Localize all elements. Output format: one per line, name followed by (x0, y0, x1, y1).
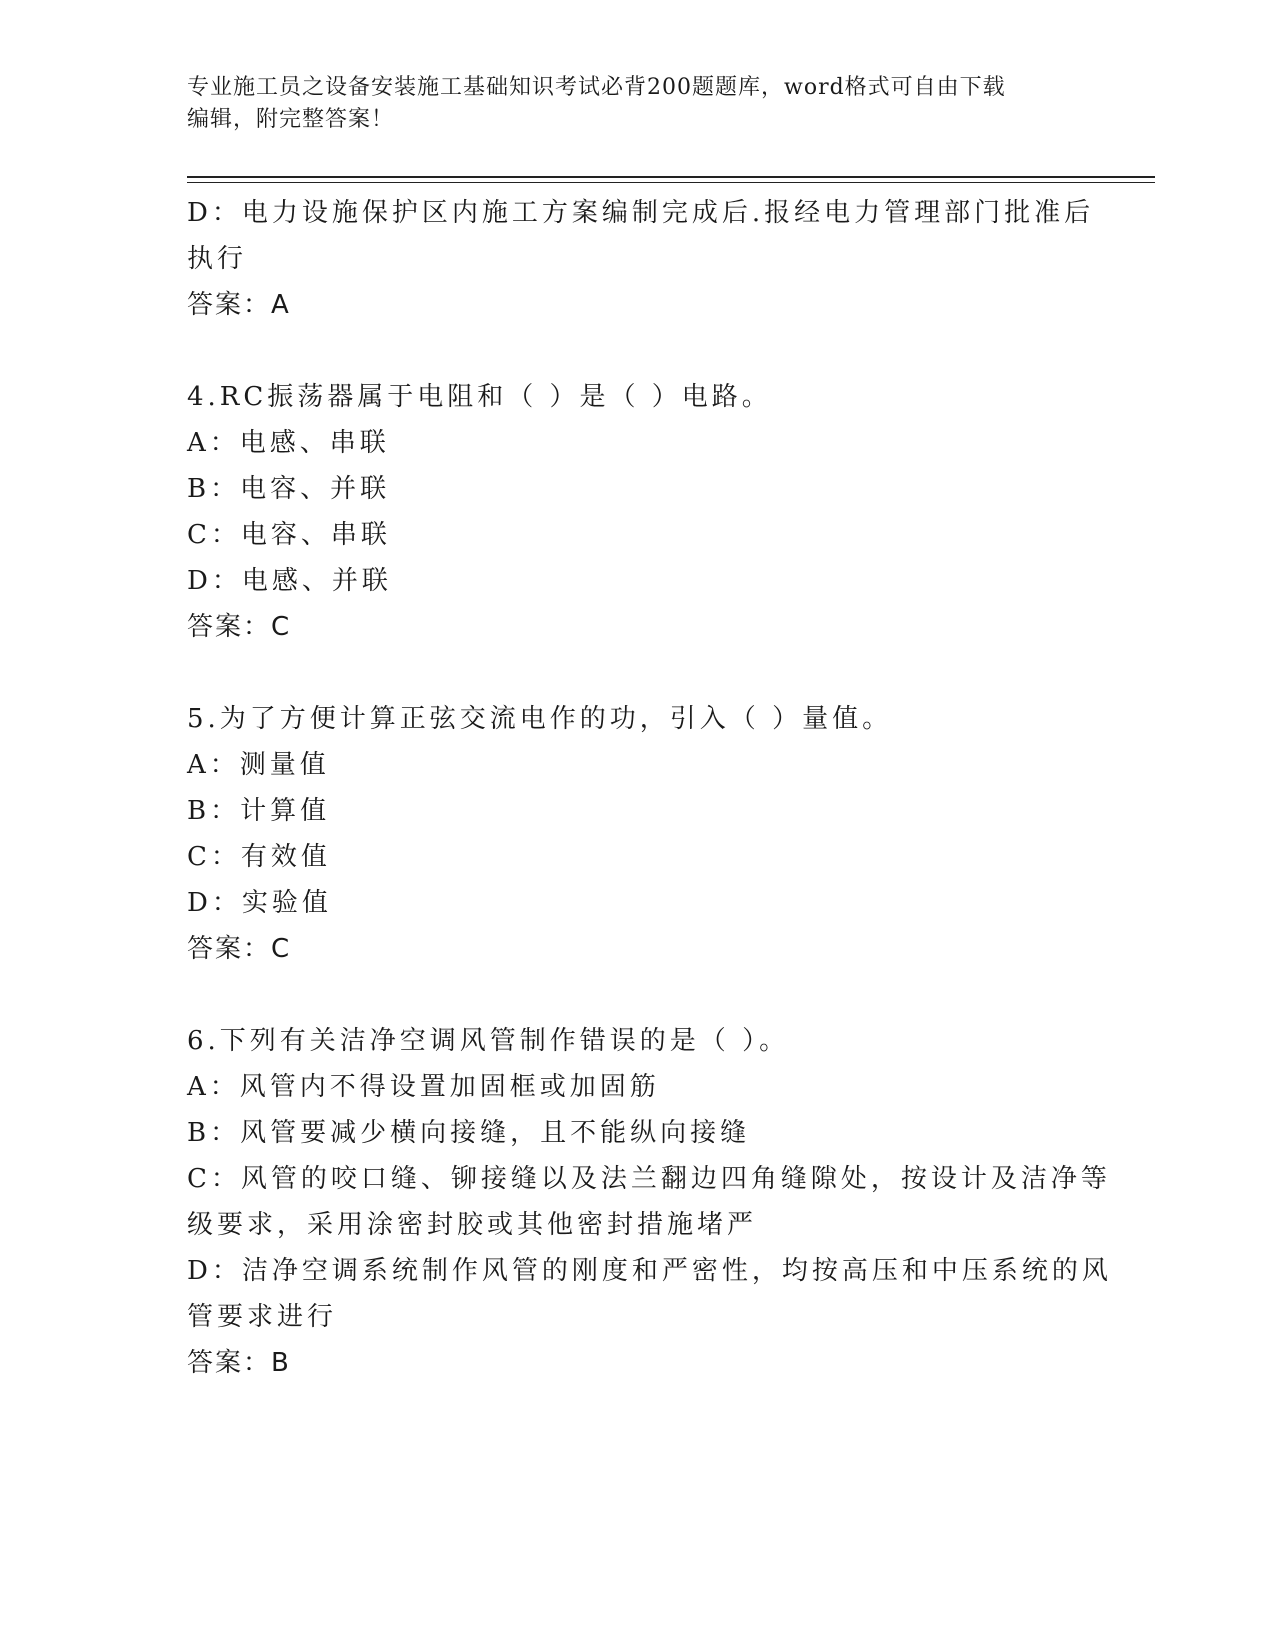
question-6 (187, 1018, 1112, 1386)
answer: 答案：C (187, 612, 292, 642)
option-a: A：电感、串联 (187, 428, 390, 458)
option-b: B：计算值 (187, 796, 331, 826)
option-d: D：电力设施保护区内施工方案编制完成后.报经电力管理部门批准后 (187, 198, 1095, 228)
answer: 答案：A (187, 290, 291, 320)
question-3-tail (187, 190, 1095, 328)
option-d: D：电感、并联 (187, 566, 392, 596)
spacer (187, 972, 1087, 1018)
header-line-2: 编辑，附完整答案！ (187, 107, 395, 132)
option-d: D：实验值 (187, 888, 332, 918)
answer: 答案：B (187, 1348, 291, 1378)
question-text: 6.下列有关洁净空调风管制作错误的是（ ）。 (187, 1026, 790, 1056)
option-c: C：有效值 (187, 842, 331, 872)
question-4 (187, 374, 1087, 650)
option-c-continued: 级要求，采用涂密封胶或其他密封措施堵严 (187, 1210, 758, 1240)
option-d: D：洁净空调系统制作风管的刚度和严密性，均按高压和中压系统的风 (187, 1256, 1112, 1286)
question-text: 5.为了方便计算正弦交流电作的功，引入（ ）量值。 (187, 704, 893, 734)
spacer (187, 650, 1087, 696)
option-b: B：电容、并联 (187, 474, 391, 504)
option-d-continued: 管要求进行 (187, 1302, 338, 1332)
question-5 (187, 696, 1087, 972)
option-c: C：电容、串联 (187, 520, 391, 550)
header-divider-thick (187, 176, 1155, 178)
option-d-continued: 执行 (187, 244, 248, 274)
answer: 答案：C (187, 934, 292, 964)
option-a: A：测量值 (187, 750, 330, 780)
question-text: 4.RC振荡器属于电阻和（ ）是（ ）电路。 (187, 382, 772, 412)
header-divider-thin (187, 182, 1155, 183)
option-c: C：风管的咬口缝、铆接缝以及法兰翻边四角缝隙处，按设计及洁净等 (187, 1164, 1111, 1194)
option-a: A：风管内不得设置加固框或加固筋 (187, 1072, 660, 1102)
header-line-1: 专业施工员之设备安装施工基础知识考试必背200题题库，word格式可自由下载 (187, 75, 1006, 100)
spacer (187, 328, 1087, 374)
option-b: B：风管要减少横向接缝，且不能纵向接缝 (187, 1118, 751, 1148)
question-list (187, 190, 1112, 1386)
document-header (187, 72, 1067, 136)
